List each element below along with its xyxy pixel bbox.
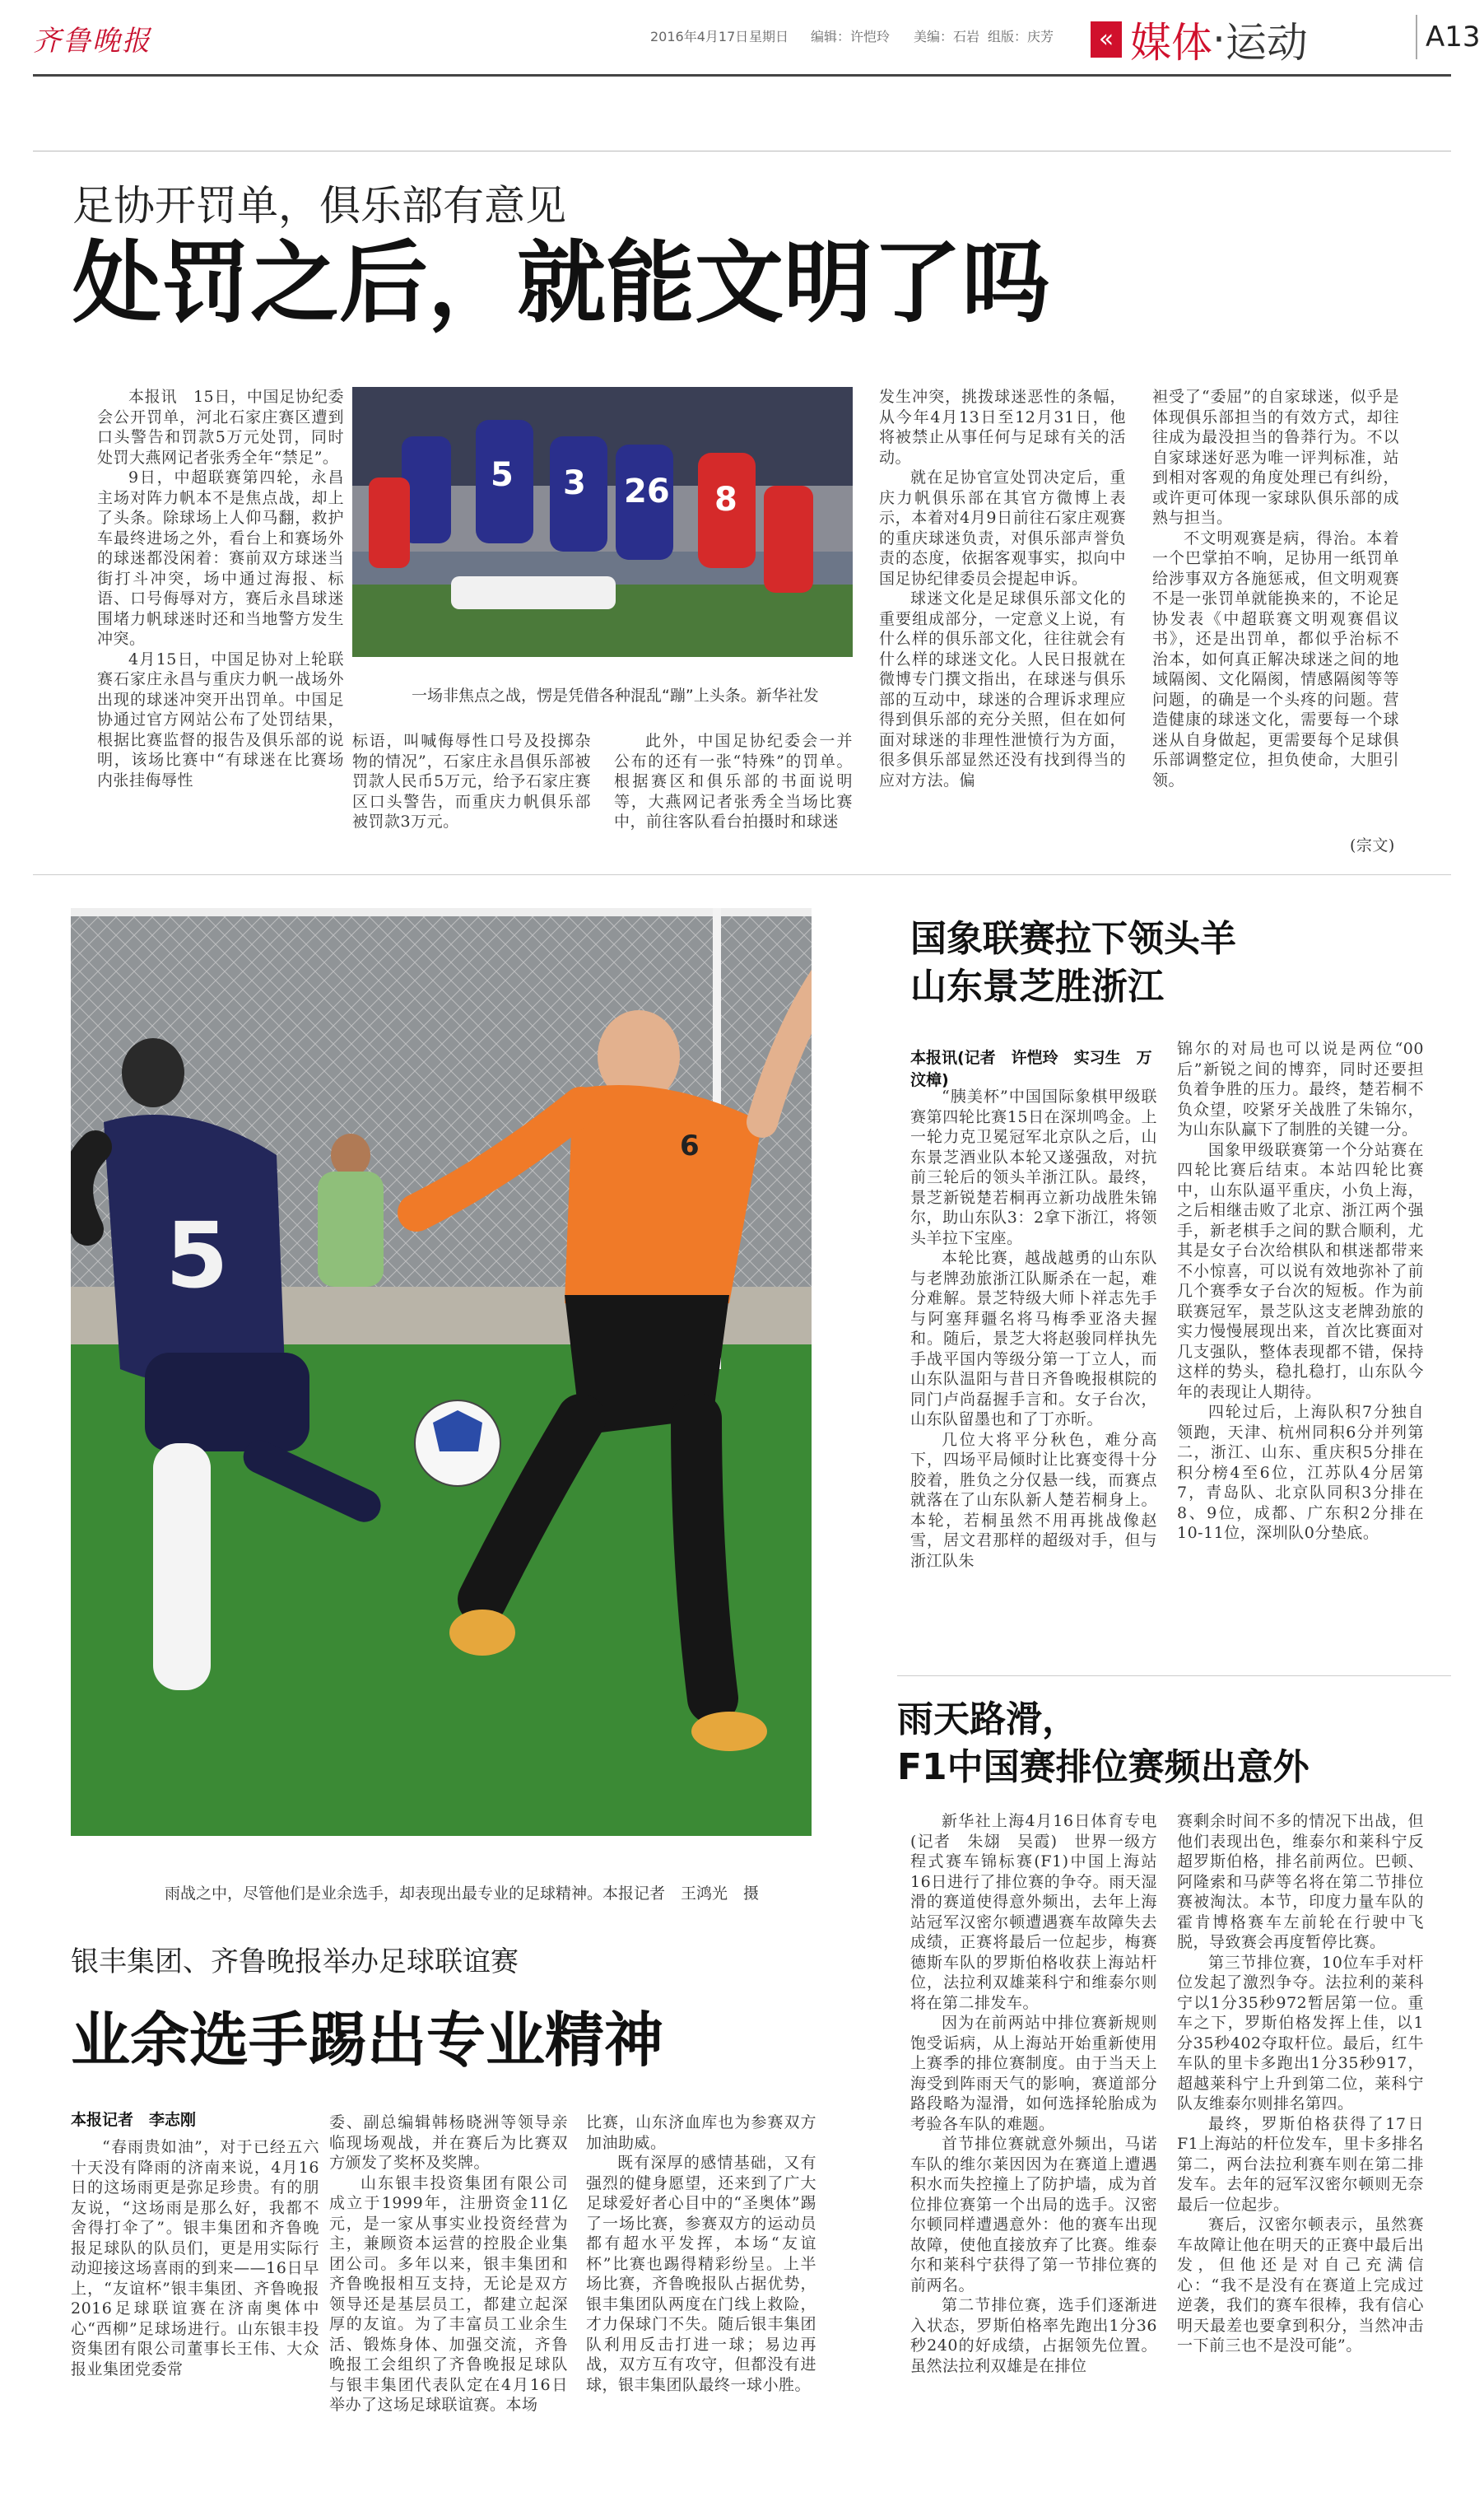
- paragraph: 4月15日，中国足协对上轮联赛石家庄永昌与重庆力帆一战场外出现的球迷冲突开出罚单。中国足协通过官方网站公布了处罚结果，根据比赛监督的报告及俱乐部的说明，该场比赛中“有球迷在比赛场内张挂侮辱性: [97, 650, 344, 790]
- article1-photo: [352, 387, 853, 657]
- article2-col1: [910, 1087, 1157, 1571]
- article1-signoff: (宗文): [1350, 836, 1395, 855]
- article4-headline: 业余选手踢出专业精神: [71, 2006, 664, 2075]
- paragraph: 首节排位赛就意外频出，马诺车队的维尔莱因因为在赛道上遭遇积水而失控撞上了防护墙，成为首位排位赛第一个出局的选手。汉密尔顿同样遭遇意外：他的赛车出现故障，使他直接放弃了比赛。维泰尔和莱科宁获得了第一节排位赛的前两名。: [910, 2135, 1157, 2294]
- article1-col3: [614, 731, 853, 832]
- article4-byline: 本报记者 李志刚: [71, 2111, 197, 2129]
- editor-credit: 编辑：许恺玲: [811, 29, 891, 44]
- paragraph: 赛剩余时间不多的情况下出战，但他们表现出色，维泰尔和莱科宁反超罗斯伯格，排名前两位。巴顿、阿隆索和马萨等名将在第二节排位赛被淘汰。本节，印度力量车队的霍肯博格赛车左前轮在行驶中飞脱，导致赛会再度暂停比赛。: [1177, 1812, 1424, 1951]
- article1-col1: [97, 387, 344, 790]
- paragraph: 委、副总编辑韩杨晓洲等领导亲临现场观战，并在赛后为比赛双方颁发了奖杯及奖牌。: [329, 2113, 568, 2172]
- page-number: A13: [1416, 15, 1481, 59]
- article2-headline: [910, 915, 1236, 1011]
- divider: [33, 874, 1451, 875]
- paragraph: 山东银丰投资集团有限公司成立于1999年，注册资金11亿元，是一家从事实业投资经营为主，兼顾资本运营的控股企业集团公司。多年以来，银丰集团和齐鲁晚报相互支持，无论是双方领导还是基层员工，都建立起深厚的友谊。为了丰富员工业余生活、锻炼身体、加强交流，齐鲁晚报工会组织了齐鲁晚报足球队与银丰集团代表队定在4月16日举办了这场足球联谊赛。本场: [329, 2173, 568, 2414]
- paragraph: 球迷文化是足球俱乐部文化的重要组成部分，一定意义上说，有什么样的俱乐部文化，往往就会有什么样的球迷文化。人民日报就在微博专门撰文指出，在球迷与俱乐部的互动中，球迷的合理诉求理应得到俱乐部的充分关照，但在如何面对球迷的非理性泄愤行为方面，很多俱乐部显然还没有找到得当的应对方法。偏: [879, 589, 1126, 790]
- article4-col2: [329, 2113, 568, 2415]
- paragraph: 新华社上海4月16日体育专电(记者 朱翃 吴霞) 世界一级方程式赛车锦标赛(F1)中国上海站16日进行了排位赛的争夺。雨天湿滑的赛道使得意外频出，去年上海站冠军汉密尔顿遭遇赛车故障失去成绩，正赛将最后一位起步，梅赛德斯车队的罗斯伯格收获上海站杆位，法拉利双雄莱科宁和维泰尔则将在第二排发车。: [910, 1812, 1157, 2012]
- svg-text:26: 26: [624, 473, 670, 510]
- issue-weekday: 星期日: [749, 29, 789, 44]
- football-photo-caption: 雨战之中，尽管他们是业余选手，却表现出最专业的足球精神。本报记者 王鸿光 摄: [165, 1884, 760, 1903]
- paragraph: 几位大将平分秋色，难分高下，四场平局倾时让比赛变得十分胶着，胜负之分仅悬一线，而赛点就落在了山东队新人楚若桐身上。本轮，若桐虽然不用再挑战像赵雪，居文君那样的超级对手，但与浙江队朱: [910, 1430, 1157, 1570]
- article2-col2: [1177, 1039, 1424, 1544]
- article2-byline: 本报讯(记者 许恺玲 实习生 万汶樟): [910, 1049, 1152, 1089]
- article1-col5: [1152, 387, 1399, 790]
- paragraph: 既有深厚的感情基础，又有强烈的健身愿望，还来到了广大足球爱好者心目中的“圣奥体”踢了一场比赛，参赛双方的运动员都有超水平发挥，本场“友谊杯”比赛也踢得精彩纷呈。上半场比赛，齐鲁晚报队占据优势，银丰集团队两度在门线上救险，才力保球门不失。随后银丰集团队利用反击打进一球；易边再战，双方互有攻守，但都没有进球，银丰集团队最终一球小胜。: [586, 2154, 816, 2394]
- article4-kicker: 银丰集团、齐鲁晚报举办足球联谊赛: [71, 1945, 519, 1978]
- stadium-brawl-image: [352, 387, 853, 657]
- paragraph: 最终，罗斯伯格获得了17日F1上海站的杆位发车，里卡多排名第二，两台法拉利赛车则在第二排发车。去年的冠军汉密尔顿则无奈最后一位起步。: [1177, 2114, 1424, 2214]
- paragraph: 本轮比赛，越战越勇的山东队与老牌劲旅浙江队厮杀在一起，难分难解。景芝特级大师卜祥志先手与阿塞拜疆名将马梅季亚洛夫握和。随后，景芝大将赵骏同样执先手战平国内等级分第一丁立人，而山东队温阳与昔日齐鲁晚报棋院的同门卢尚磊握手言和。女子台次，山东队留墨也和了丁亦昕。: [910, 1249, 1157, 1428]
- paragraph: 四轮过后，上海队积7分独自领跑，天津、杭州同积6分并列第二，浙江、山东、重庆积5分排在积分榜4至6位，江苏队4分居第7，青岛队、北京队同积3分排在8、9位，成都、广东积2分排在10-11位，深圳队0分垫底。: [1177, 1403, 1424, 1542]
- layout-credit: 组版：庆芳: [988, 29, 1054, 44]
- svg-text:5: 5: [165, 1203, 229, 1308]
- article1-col2: [352, 731, 591, 832]
- paragraph: 就在足协官宣处罚决定后，重庆力帆俱乐部在其官方微博上表示，本着对4月9日前往石家庄观赛的重庆球迷负责，对俱乐部声誉负责的态度，依据客观事实，拟向中国足协纪律委员会提起申诉。: [879, 468, 1126, 588]
- article3-col1: [910, 1811, 1157, 2376]
- newspaper-logo: 齐鲁晚报: [33, 25, 151, 58]
- paragraph: 比赛，山东济血库也为参赛双方加油助威。: [586, 2113, 816, 2152]
- paragraph: 发生冲突，挑拨球迷恶性的条幅，从今年4月13日至12月31日，他将被禁止从事任何与足球有关的活动。: [879, 388, 1126, 467]
- section-dot: ·: [1212, 16, 1226, 63]
- section-header: [1091, 15, 1308, 67]
- paragraph: 第二节排位赛，选手们逐渐进入状态，罗斯伯格率先跑出1分36秒240的好成绩，占据领先位置。虽然法拉利双雄是在排位: [910, 2296, 1157, 2375]
- section-subname: 运动: [1225, 19, 1308, 67]
- article1-col4: [879, 387, 1126, 790]
- svg-text:3: 3: [563, 464, 586, 502]
- football-photo: [71, 908, 812, 1836]
- art-credit: 美编：石岩: [914, 29, 980, 44]
- issue-date: 2016年4月17日: [650, 29, 749, 44]
- paragraph: 锦尔的对局也可以说是两位“00后”新锐之间的博弈，同时还要担负着争胜的压力。最终，楚若桐不负众望，咬紧牙关战胜了朱锦尔，为山东队赢下了制胜的关键一分。: [1177, 1040, 1424, 1139]
- paragraph: “胰美杯”中国国际象棋甲级联赛第四轮比赛15日在深圳鸣金。上一轮力克卫冕冠军北京队之后，山东景芝酒业队本轮又遂强敌，对抗前三轮后的领头羊浙江队。最终，景芝新锐楚若桐再立新功战胜朱锦尔，助山东队3：2拿下浙江，将领头羊拉下宝座。: [910, 1088, 1157, 1247]
- paragraph: 不文明观赛是病，得治。本着一个巴掌拍不响，足协用一纸罚单给涉事双方各施惩戒，但文明观赛不是一张罚单就能换来的，不论足协发表《中超联赛文明观赛倡议书》，还是出罚单，都似乎治标不治本，如何真正解决球迷之间的地域隔阂、文化隔阂，情感隔阂等等问题，的确是一个头疼的问题。营造健康的球迷文化，需要每一个球迷从自身做起，更需要每个足球俱乐部调整定位，担负使命，大胆引领。: [1152, 529, 1399, 790]
- paragraph: 袒受了“委屈”的自家球迷，似乎是体现俱乐部担当的有效方式，却往往成为最没担当的鲁莽行为。不以自家球迷好恶为唯一评判标准，站到相对客观的角度处理已有纠纷，或许更可体现一家球队俱乐部的成熟与担当。: [1152, 388, 1399, 527]
- paragraph: 此外，中国足协纪委会一并公布的还有一张“特殊”的罚单。根据赛区和俱乐部的书面说明等，大燕网记者张秀全当场比赛中，前往客队看台拍摄时和球迷: [614, 732, 853, 831]
- svg-text:6: 6: [680, 1130, 700, 1162]
- paragraph: 本报讯 15日，中国足协纪委会公开罚单，河北石家庄赛区遭到口头警告和罚款5万元处罚，同时处罚大燕网记者张秀全年“禁足”。: [97, 388, 344, 467]
- paragraph: “春雨贵如油”，对于已经五六十天没有降雨的济南来说，4月16日的这场雨更是弥足珍贵。有的朋友说，“这场雨是那么好，我都不舍得打伞了”。银丰集团和齐鲁晚报足球队的队员们，更是用实际行动迎接这场喜雨的到来——16日早上，“友谊杯”银丰集团、齐鲁晚报2016足球联谊赛在济南奥体中心“西柳”足球场进行。山东银丰投资集团有限公司董事长王伟、大众报业集团党委常: [71, 2138, 319, 2378]
- article1-photo-caption: 一场非焦点之战，愣是凭借各种混乱“蹦”上头条。新华社发: [412, 687, 819, 705]
- divider: [897, 1675, 1451, 1676]
- amateur-football-image: [71, 908, 812, 1836]
- paragraph: 标语，叫喊侮辱性口号及投掷杂物的情况”，石家庄永昌俱乐部被罚款人民币5万元，给予石家庄赛区口头警告，而重庆力帆俱乐部被罚款3万元。: [352, 732, 591, 831]
- article4-col3: [586, 2113, 816, 2395]
- masthead-rule: [33, 74, 1451, 77]
- article3-col2: [1177, 1811, 1424, 2356]
- article4-col1: [71, 2137, 319, 2379]
- article1-kicker: 足协开罚单，俱乐部有意见: [72, 182, 566, 230]
- paragraph: 因为在前两站中排位赛新规则饱受诟病，从上海站开始重新使用上赛季的排位赛制度。由于当天上海受到阵雨天气的影响，赛道部分路段略为湿滑，如何选择轮胎成为考验各车队的难题。: [910, 2014, 1157, 2133]
- svg-text:8: 8: [714, 481, 737, 519]
- article2-headline-line2: 山东景芝胜浙江: [910, 966, 1164, 1008]
- section-arrow-icon: «: [1091, 21, 1122, 58]
- paragraph: 9日，中超联赛第四轮，永昌主场对阵力帆本不是焦点战，却上了头条。除球场上人仰马翻，救护车最终进场之外，看台上和赛场外的球迷都没闲着：赛前双方球迷当街打斗冲突，场中通过海报、标语、口号侮辱对方，赛后永昌球迷围堵力帆球迷时还和当地警方发生冲突。: [97, 468, 344, 648]
- paragraph: 第三节排位赛，10位车手对杆位发起了激烈争夺。法拉利的莱科宁以1分35秒972暂居第一位。重车之下，罗斯伯格发挥上佳，以1分35秒402夺取杆位。最后，红牛车队的里卡多跑出1分35秒917，超越莱科宁上升到第二位，莱科宁队友维泰尔则排名第四。: [1177, 1953, 1424, 2113]
- article3-headline: [897, 1696, 1310, 1791]
- article3-headline-line2: F1中国赛排位赛频出意外: [897, 1746, 1310, 1788]
- article3-headline-line1: 雨天路滑，: [897, 1698, 1078, 1740]
- paragraph: 国象甲级联赛第一个分站赛在四轮比赛后结束。本站四轮比赛中，山东队逼平重庆，小负上海，之后相继击败了北京、浙江两个强手，新老棋手之间的默合顺利，尤其是女子台次给棋队和棋迷都带来不小惊喜，可以说有效地弥补了前几个赛季女子台次的短板。作为前联赛冠军，景芝队这支老牌劲旅的实力慢慢展现出来，首次比赛面对几支强队，整体表现都不错，保持这样的势头，稳扎稳打，山东队今年的表现让人期待。: [1177, 1140, 1424, 1401]
- section-name: 媒体: [1130, 19, 1212, 67]
- article1-headline: 处罚之后，就能文明了吗: [72, 232, 1051, 335]
- paragraph: 赛后，汉密尔顿表示，虽然赛车故障让他在明天的正赛中最后出发，但他还是对自己充满信心：“我不是没有在赛道上完成过逆袭，我们的赛车很棒，我有信心明天最差也要拿到积分，当然冲击一下前三也不是没可能”。: [1177, 2215, 1424, 2355]
- article2-headline-line1: 国象联赛拉下领头羊: [910, 918, 1236, 960]
- svg-text:5: 5: [491, 456, 514, 494]
